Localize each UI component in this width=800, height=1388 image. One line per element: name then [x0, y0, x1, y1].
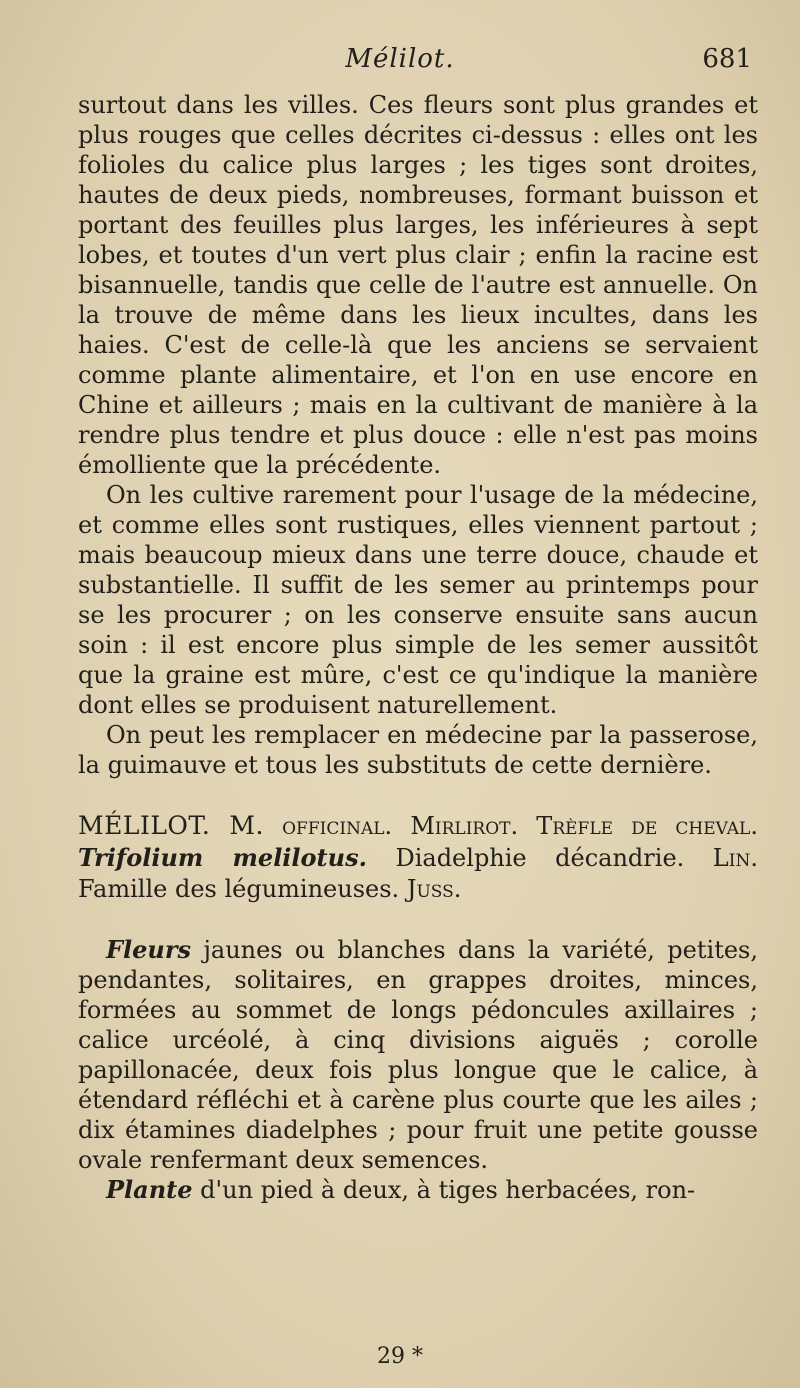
- entry-common-names: officinal. Mirlirot. Trèfle de cheval.: [282, 812, 758, 840]
- entry-binomial: Trifolium melilotus.: [78, 843, 367, 872]
- page-number: 681: [702, 44, 752, 74]
- entry-linnaean-class: Diadelphie décandrie.: [395, 844, 685, 872]
- fleurs-label: Fleurs: [106, 935, 192, 964]
- paragraph-plant: [78, 1175, 758, 1205]
- entry-family: Famille des légumineuses.: [78, 875, 400, 903]
- paragraph-continuation: surtout dans les villes. Ces fleurs sont plus grandes et plus rouges que celles décrites ci-dessus : elles ont les folioles du calice plus larges ; les tiges sont droites, hautes de deux pieds, nombreuses, formant buisson et portant des feuilles plus larges, les inférieures à sept lobes, et toutes d'un vert plus clair ; enfin la racine est bisannuelle, tandis que celle de l'autre est annuelle. On la trouve de même dans les lieux incultes, dans les haies. C'est de celle-là que les anciens se servaient comme plante alimentaire, et l'on en use encore en Chine et ailleurs ; mais en la cultivant de manière à la rendre plus tendre et plus douce : elle n'est pas moins émolliente que la précédente.: [78, 91, 758, 479]
- plante-text: d'un pied à deux, à tiges herbacées, ron-: [200, 1176, 696, 1204]
- running-title: Mélilot.: [345, 44, 455, 74]
- entry-jussieu-abbr: Juss.: [406, 875, 462, 903]
- entry-linnaeus-abbr: Lin.: [712, 844, 758, 872]
- paragraph-substitutes: On peut les remplacer en médecine par la passerose, la guimauve et tous les substituts de cette dernière.: [78, 721, 758, 779]
- signature-mark: 29 *: [377, 1344, 423, 1369]
- running-head: [0, 44, 800, 84]
- entry-headword: MÉLILOT. M.: [78, 811, 264, 840]
- paragraph-cultivation: On les cultive rarement pour l'usage de la médecine, et comme elles sont rustiques, elles viennent partout ; mais beaucoup mieux dans une terre douce, chaude et substantielle. Il suffit de les semer au printemps pour se les procurer ; on les conserve ensuite sans aucun soin : il est encore plus simple de les semer aussitôt que la graine est mûre, c'est ce qu'indique la manière dont elles se produisent naturellement.: [78, 481, 758, 719]
- fleurs-text: jaunes ou blanches dans la variété, petites, pendantes, solitaires, en grappes droites, minces, formées au sommet de longs pédoncules axillaires ; calice urcéolé, à cinq divisions aiguës ; corolle papillonacée, deux fois plus longue que le calice, à étendard réfléchi et à carène plus courte que les ailes ; dix étamines diadelphes ; pour fruit une petite gousse ovale renfermant deux semences.: [78, 936, 758, 1174]
- entry-header: [78, 810, 758, 905]
- plante-label: Plante: [106, 1175, 193, 1204]
- paragraph-flowers: [78, 935, 758, 1175]
- body-text: [78, 90, 758, 1205]
